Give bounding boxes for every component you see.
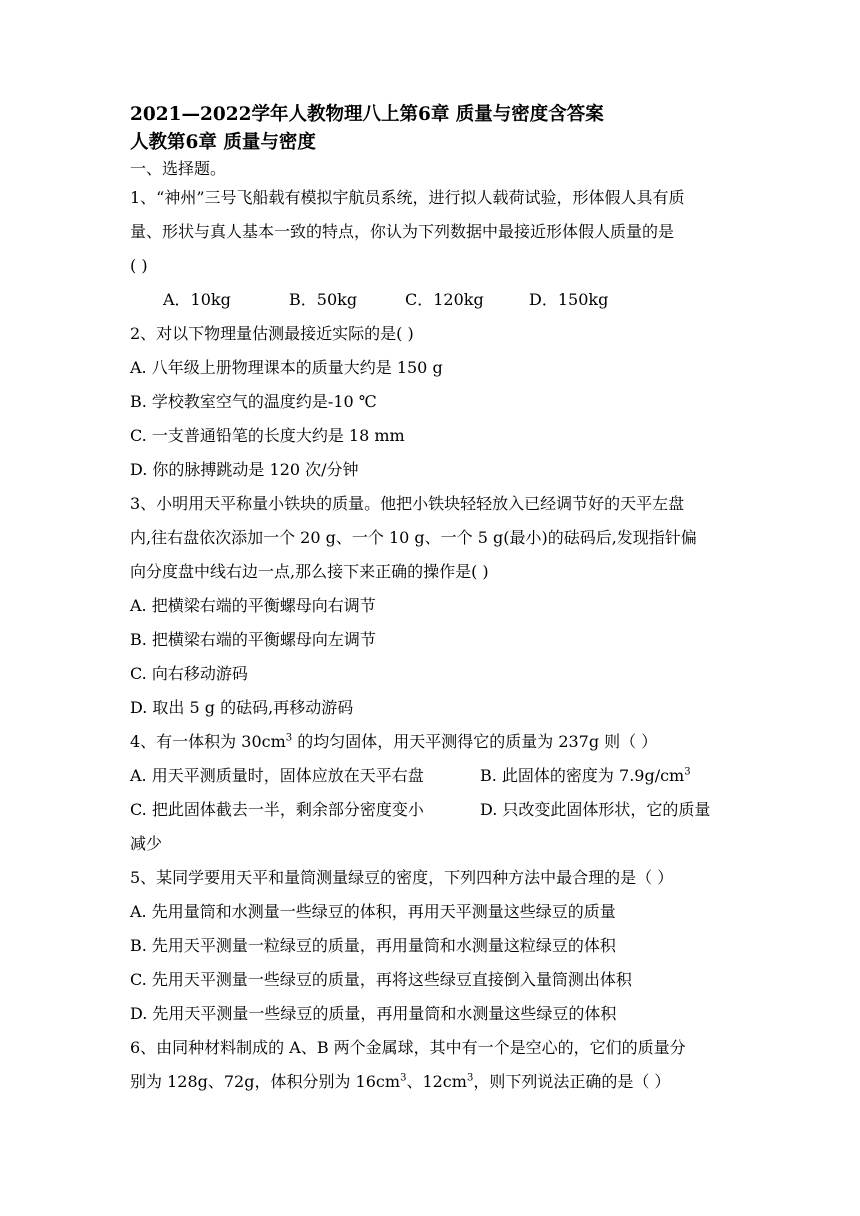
question-4	[130, 725, 730, 861]
chapter-title: 人教第6章 质量与密度	[130, 132, 316, 153]
superscript: 3	[400, 1072, 407, 1084]
question-1	[130, 181, 730, 317]
option-c: C. 把此固体截去一半，剩余部分密度变小	[130, 800, 424, 819]
stem-text: 别为 128g、72g，体积分别为 16cm	[130, 1072, 401, 1091]
superscript: 3	[285, 732, 293, 744]
option-a: A. 先用量筒和水测量一些绿豆的体积，再用天平测量这些绿豆的质量	[130, 902, 616, 921]
page-title: 2021—2022学年人教物理八上第6章 质量与密度含答案	[130, 104, 604, 125]
superscript: 3	[466, 1072, 474, 1084]
option-b: B．50kg	[289, 290, 358, 309]
option-b-text: B. 此固体的密度为 7.9g/cm	[480, 766, 685, 785]
option-d: D．150kg	[529, 290, 609, 309]
question-4-stem	[130, 725, 730, 759]
question-6	[130, 1031, 730, 1099]
question-1-options	[163, 283, 730, 317]
option-b	[480, 759, 691, 793]
stem-text: 的均匀固体，用天平测得它的质量为 237g 则（ ）	[292, 732, 658, 751]
question-2	[130, 317, 730, 487]
question-6-line-2	[130, 1065, 730, 1099]
question-3-line-1: 3、小明用天平称量小铁块的质量。他把小铁块轻轻放入已经调节好的天平左盘	[130, 494, 685, 513]
document-content	[130, 103, 730, 1099]
question-1-line-3: ( )	[130, 256, 148, 275]
question-3-line-2: 内,往右盘依次添加一个 20 g、一个 10 g、一个 5 g(最小)的砝码后,发现指针偏	[130, 528, 697, 547]
stem-text: 4、有一体积为 30cm	[130, 732, 286, 751]
question-3-line-3: 向分度盘中线右边一点,那么接下来正确的操作是( )	[130, 562, 489, 581]
option-a: A. 用天平测质量时，固体应放在天平右盘	[130, 766, 424, 785]
option-b: B. 把横梁右端的平衡螺母向左调节	[130, 630, 376, 649]
option-c: C．120kg	[405, 290, 484, 309]
question-2-stem: 2、对以下物理量估测最接近实际的是( )	[130, 324, 414, 343]
option-c: C. 一支普通铅笔的长度大约是 18 mm	[130, 426, 405, 445]
option-c: C. 先用天平测量一些绿豆的质量，再将这些绿豆直接倒入量筒测出体积	[130, 970, 632, 989]
question-1-line-2: 量、形状与真人基本一致的特点，你认为下列数据中最接近形体假人质量的是	[130, 222, 675, 241]
section-heading: 一、选择题。	[130, 159, 227, 178]
option-a: A. 把横梁右端的平衡螺母向右调节	[130, 596, 376, 615]
stem-text: 、12cm	[406, 1072, 467, 1091]
question-4-options-cd	[130, 793, 730, 827]
option-b: B. 先用天平测量一粒绿豆的质量，再用量筒和水测量这粒绿豆的体积	[130, 936, 616, 955]
option-d: D. 先用天平测量一些绿豆的质量，再用量筒和水测量这些绿豆的体积	[130, 1004, 617, 1023]
option-d: D. 你的脉搏跳动是 120 次/分钟	[130, 460, 359, 479]
option-d: D. 取出 5 g 的砝码,再移动游码	[130, 698, 354, 717]
option-d: D. 只改变此固体形状，它的质量	[480, 800, 711, 819]
option-b: B. 学校教室空气的温度约是-10 ℃	[130, 392, 377, 411]
question-1-line-1: 1、“神州”三号飞船载有模拟宇航员系统，进行拟人载荷试验，形体假人具有质	[130, 188, 685, 207]
option-d-continued: 减少	[130, 834, 163, 853]
question-6-line-1: 6、由同种材料制成的 A、B 两个金属球，其中有一个是空心的，它们的质量分	[130, 1038, 686, 1057]
superscript: 3	[684, 766, 691, 778]
question-5	[130, 861, 730, 1031]
question-5-stem: 5、某同学要用天平和量筒测量绿豆的密度，下列四种方法中最合理的是（ ）	[130, 868, 674, 887]
question-4-options-ab	[130, 759, 730, 793]
stem-text: ，则下列说法正确的是（ ）	[473, 1072, 671, 1091]
option-c: C. 向右移动游码	[130, 664, 248, 683]
option-a: A．10kg	[163, 290, 231, 309]
option-a: A. 八年级上册物理课本的质量大约是 150 g	[130, 358, 443, 377]
question-3	[130, 487, 730, 725]
